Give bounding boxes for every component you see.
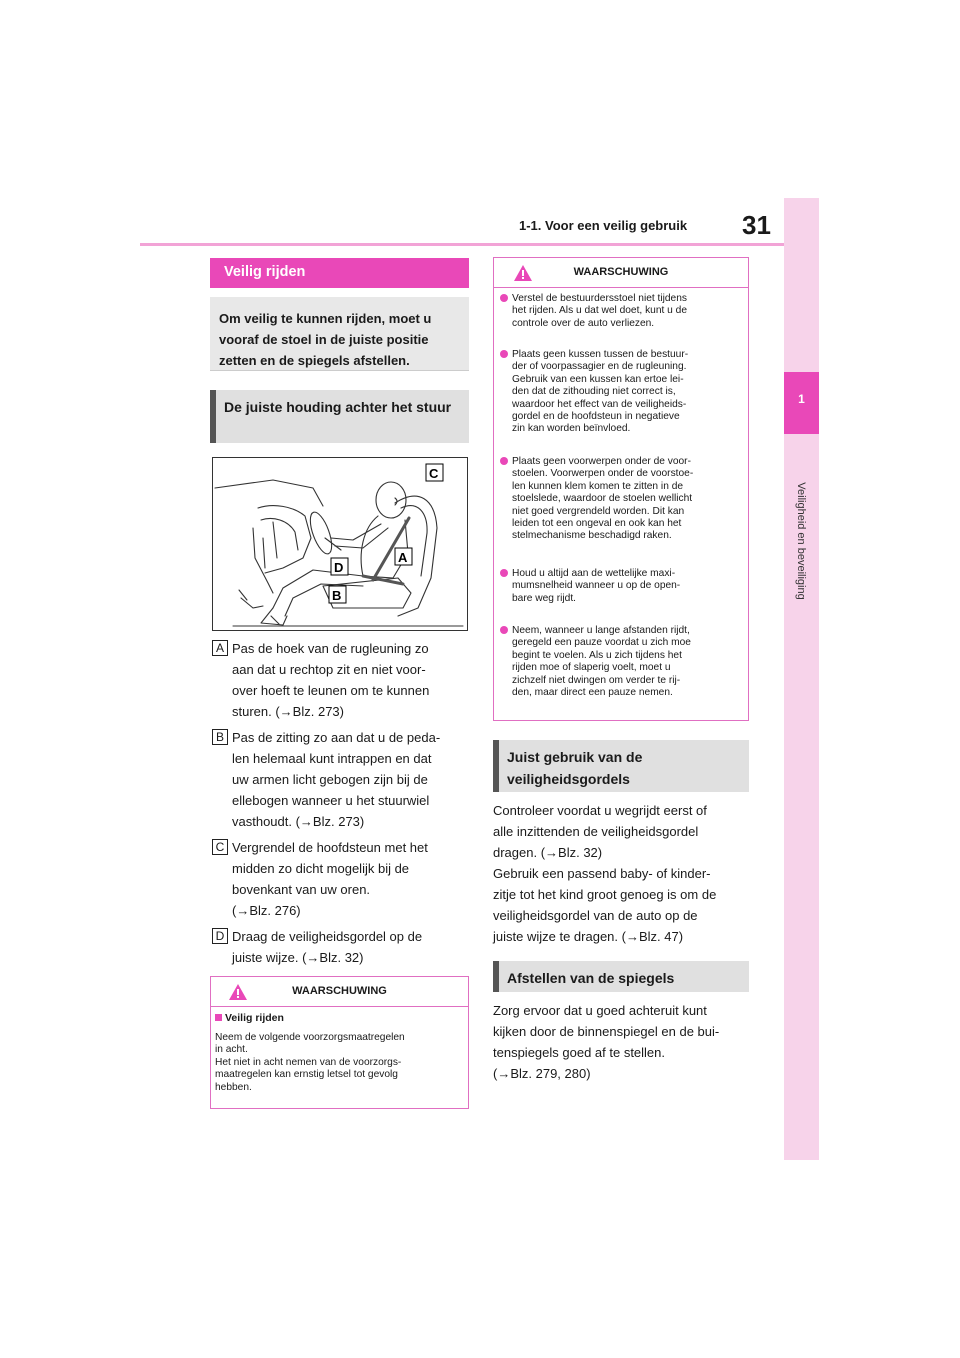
figure-label-b: B: [332, 588, 342, 603]
chapter-title: Veiligheid en beveiliging: [795, 482, 807, 600]
step-c-text: Vergrendel de hoofdsteun met het midden zo dicht mogelijk bij de bovenkant van uw oren. (→Blz. 276): [232, 840, 428, 918]
warning-header: [211, 977, 468, 1007]
warning-item-2: Plaats geen kussen tussen de bestuur- der of voorpassagier en de rugleuning. Gebruik van een kussen kan ertoe lei- den dat de zithouding niet correct is, waardoor het effect van de veiligheids- gordel en de hoofdsteun in negatieve zin kan worden beïnvloed.: [500, 349, 744, 436]
square-bullet-icon: [215, 1014, 222, 1021]
warning-header-right: [494, 258, 748, 288]
warning-item-3: Plaats geen voorwerpen onder de voor- stoelen. Voorwerpen onder de voorstoe- len kunnen klem komen te zitten in de stoelslede, waardoor de stoelen wellicht niet goed vergrendeld worden. Dit kan leiden tot een ongeval en ook kan het stelmechanisme beschadigd raken.: [500, 456, 744, 543]
driver-seat-illustration: [213, 458, 467, 630]
warning-subtitle-row: Veilig rijden: [215, 1012, 284, 1024]
sub-heading-spiegels: Afstellen van de spiegels: [493, 961, 749, 992]
bullet-dot-icon: [500, 626, 508, 634]
warning-body: Neem de volgende voorzorgsmaatregelen in acht. Het niet in acht nemen van de voorzorgs- maatregelen kan ernstig letsel tot gevolg hebben.: [215, 1032, 405, 1093]
step-label-c: C: [212, 839, 228, 855]
bullet-dot-icon: [500, 569, 508, 577]
warning-triangle-icon: [229, 984, 247, 1000]
belt-paragraph: Controleer voordat u wegrijdt eerst of alle inzittenden de veiligheidsgordel dragen. (→Blz. 32) Gebruik een passend baby- of kinder- zitje tot het kind groot genoeg is om de veiligheidsgordel van de auto op de juiste wijze te dragen. (→Blz. 47): [493, 803, 717, 944]
header-rule: [140, 243, 784, 246]
figure-label-d: D: [334, 560, 344, 575]
section-heading-veilig-rijden: Veilig rijden: [210, 258, 469, 288]
chapter-number: 1: [798, 392, 805, 406]
intro-box: Om veilig te kunnen rijden, moet u vooraf de stoel in de juiste positie zetten en de spiegels afstellen.: [210, 297, 469, 371]
chapter-side-strip: [784, 198, 819, 1160]
figure-label-a: A: [398, 550, 408, 565]
warning-item-4: Houd u altijd aan de wettelijke maxi- mumsnelheid wanneer u op de open- bare weg rijdt.: [500, 568, 744, 605]
warning-title-right: WAARSCHUWING: [573, 266, 669, 278]
sub-heading-gordels: Juist gebruik van de veiligheidsgordels: [493, 740, 749, 792]
warning-triangle-icon: [514, 265, 532, 281]
bullet-dot-icon: [500, 350, 508, 358]
figure-label-c: C: [429, 466, 439, 481]
sub-heading-houding: De juiste houding achter het stuur: [210, 390, 469, 443]
warning-box-left: [210, 976, 469, 1109]
step-b-text: Pas de zitting zo aan dat u de peda- len helemaal kunt intrappen en dat uw armen licht gebogen zijn bij de ellebogen wanneer u het stuurwiel vasthoudt. (→Blz. 273): [232, 730, 441, 829]
bullet-dot-icon: [500, 294, 508, 302]
warning-box-right: [493, 257, 749, 721]
step-label-d: D: [212, 928, 228, 944]
mirror-paragraph: Zorg ervoor dat u goed achteruit kunt kijken door de binnenspiegel en de bui- tenspiegels goed af te stellen. (→Blz. 279, 280): [493, 1003, 720, 1081]
warning-item-1: Verstel de bestuurdersstoel niet tijdens het rijden. Als u dat wel doet, kunt u de controle over de auto verliezen.: [500, 293, 744, 330]
step-d-text: Draag de veiligheidsgordel op de juiste wijze. (→Blz. 32): [232, 929, 423, 965]
bullet-dot-icon: [500, 457, 508, 465]
warning-item-5: Neem, wanneer u lange afstanden rijdt, geregeld een pauze voordat u zich moe begint te voelen. Als u zich tijdens het rijden moe of slaperig voelt, moet u zichzelf niet dwingen om verder te rij- den, maar direct een pauze nemen.: [500, 625, 744, 699]
warning-title: WAARSCHUWING: [292, 985, 387, 997]
step-a-text: Pas de hoek van de rugleuning zo aan dat u rechtop zit en niet voor- over hoeft te leunen om te kunnen sturen. (→Blz. 273): [232, 641, 430, 719]
driving-posture-figure: [212, 457, 468, 631]
page-number: 31: [742, 210, 771, 240]
chapter-title-vertical: [775, 440, 827, 650]
step-label-b: B: [212, 729, 228, 745]
step-label-a: A: [212, 640, 228, 656]
running-header-title: 1-1. Voor een veilig gebruik: [519, 218, 688, 233]
